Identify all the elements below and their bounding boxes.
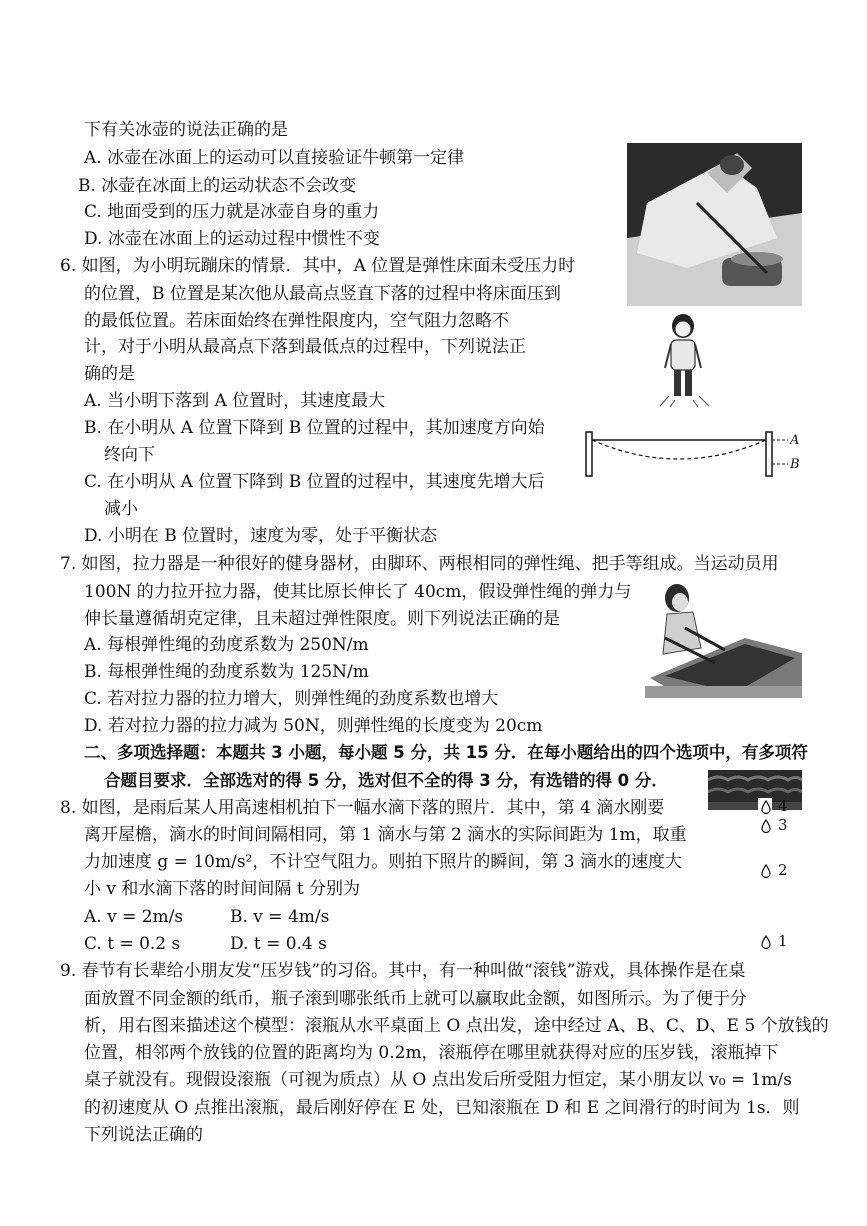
q9-line-2: 面放置不同金额的纸币，瓶子滚到哪张纸币上就可以赢取此金额，如图所示。为了便于分 <box>84 989 747 1009</box>
exerciser-photo <box>645 578 802 698</box>
drop-3-marker <box>760 818 772 837</box>
drop-label-2: 2 <box>778 861 788 879</box>
curling-photo <box>627 143 802 306</box>
boy-figure-graphic <box>655 312 715 408</box>
drop-label-4: 4 <box>778 797 788 815</box>
q9-line-4: 位置，相邻两个放钱的位置的距离均为 0.2m，滚瓶停在哪里就获得对应的压岁钱，滚瓶掉下 <box>84 1043 779 1063</box>
section2-heading-line-2: 合题目要求．全部选对的得 5 分，选对但不全的得 3 分，有选错的得 0 分． <box>104 771 668 790</box>
q7-option-a: A. 每根弹性绳的劲度系数为 250N/m <box>84 635 369 655</box>
q6-option-a: A. 当小明下落到 A 位置时，其速度最大 <box>84 391 386 411</box>
q6-line-5: 确的是 <box>84 364 135 384</box>
q8-option-b: B. v = 4m/s <box>230 907 330 927</box>
water-drop-icon <box>760 864 772 878</box>
q6-line-1: 6. 如图，为小明玩蹦床的情景．其中，A 位置是弹性床面未受压力时 <box>60 256 576 276</box>
q8-line-4: 小 v 和水滴下落的时间间隔 t 分别为 <box>84 879 361 899</box>
q6-option-b-cont: 终向下 <box>104 445 155 465</box>
q6-option-c: C. 在小明从 A 位置下降到 B 位置的过程中，其速度先增大后 <box>84 472 545 492</box>
drop-label-3: 3 <box>778 816 788 834</box>
q8-option-a: A. v = 2m/s <box>84 907 184 927</box>
q5-option-b: B. 冰壶在冰面上的运动状态不会改变 <box>78 176 357 196</box>
q6-option-b: B. 在小明从 A 位置下降到 B 位置的过程中，其加速度方向始 <box>84 418 545 438</box>
water-drop-icon <box>760 935 772 949</box>
q7-option-c: C. 若对拉力器的拉力增大，则弹性绳的劲度系数也增大 <box>84 689 499 709</box>
q5-option-a: A. 冰壶在冰面上的运动可以直接验证牛顿第一定律 <box>84 148 465 168</box>
q7-option-d: D. 若对拉力器的拉力减为 50N，则弹性绳的长度变为 20cm <box>84 716 543 736</box>
section2-heading-line-1: 二、多项选择题：本题共 3 小题，每小题 5 分，共 15 分．在每小题给出的四个选项中，有多项符 <box>84 743 808 762</box>
roof-eave-graphic <box>708 770 802 810</box>
q8-line-1: 8. 如图，是雨后某人用高速相机拍下一幅水滴下落的照片．其中，第 4 滴水刚要 <box>60 798 665 818</box>
q6-option-d: D. 小明在 B 位置时，速度为零，处于平衡状态 <box>84 526 438 546</box>
drop-4-marker <box>760 799 772 818</box>
q8-option-c: C. t = 0.2 s <box>84 934 181 954</box>
q6-option-c-cont: 减小 <box>104 499 138 519</box>
q5-stem-tail: 下有关冰壶的说法正确的是 <box>84 120 288 140</box>
q5-option-d: D. 冰壶在冰面上的运动过程中惯性不变 <box>84 229 380 249</box>
boy-figure <box>655 312 715 408</box>
q9-line-1: 9. 春节有长辈给小朋友发“压岁钱”的习俗。其中，有一种叫做“滚钱”游戏，具体操作是在桌 <box>60 961 746 981</box>
q9-line-7: 下列说法正确的 <box>84 1125 203 1145</box>
q8-line-3: 力加速度 g = 10m/s²，不计空气阻力。则拍下照片的瞬间，第 3 滴水的速度大 <box>84 852 682 872</box>
trampoline-diagram <box>582 430 802 478</box>
exerciser-photo-graphic <box>645 578 802 698</box>
q6-line-3: 的最低位置。若床面始终在弹性限度内，空气阻力忽略不 <box>84 311 509 331</box>
q6-line-4: 计，对于小明从最高点下落到最低点的过程中，下列说法正 <box>84 337 526 357</box>
q9-line-5: 桌子就没有。现假设滚瓶（可视为质点）从 O 点出发后所受阻力恒定，某小朋友以 v₀ = 1m/s <box>84 1070 793 1090</box>
drop-2-marker <box>760 863 772 882</box>
q8-line-2: 离开屋檐，滴水的时间间隔相同，第 1 滴水与第 2 滴水的实际间距为 1m，取重 <box>84 825 687 845</box>
drop-label-1: 1 <box>778 932 788 950</box>
trampoline-diagram-graphic <box>582 430 802 478</box>
q7-line-2: 100N 的力拉开拉力器，使其比原长伸长了 40cm，假设弹性绳的弹力与 <box>84 582 632 602</box>
curling-photo-graphic <box>627 143 802 306</box>
q9-line-6: 的初速度从 O 点推出滚瓶，最后刚好停在 E 处，已知滚瓶在 D 和 E 之间滑行的时间为 1s．则 <box>84 1098 800 1118</box>
label-a: A <box>790 433 800 448</box>
q7-line-3: 伸长量遵循胡克定律，且未超过弹性限度。则下列说法正确的是 <box>84 609 560 629</box>
q9-line-3: 析，用右图来描述这个模型：滚瓶从水平桌面上 O 点出发，途中经过 A、B、C、D、E 5 个放钱的 <box>84 1016 829 1036</box>
q8-option-d: D. t = 0.4 s <box>230 934 327 954</box>
q7-option-b: B. 每根弹性绳的劲度系数为 125N/m <box>84 662 369 682</box>
q7-line-1: 7. 如图，拉力器是一种很好的健身器材，由脚环、两根相同的弹性绳、把手等组成。当运动员用 <box>60 554 779 574</box>
water-drop-icon <box>760 800 772 814</box>
water-drop-icon <box>760 819 772 833</box>
q5-option-c: C. 地面受到的压力就是冰壶自身的重力 <box>84 202 380 222</box>
q6-line-2: 的位置，B 位置是某次他从最高点竖直下落的过程中将床面压到 <box>84 284 561 304</box>
label-b: B <box>790 457 800 472</box>
roof-eave-photo <box>708 770 802 810</box>
drop-1-marker <box>760 934 772 953</box>
